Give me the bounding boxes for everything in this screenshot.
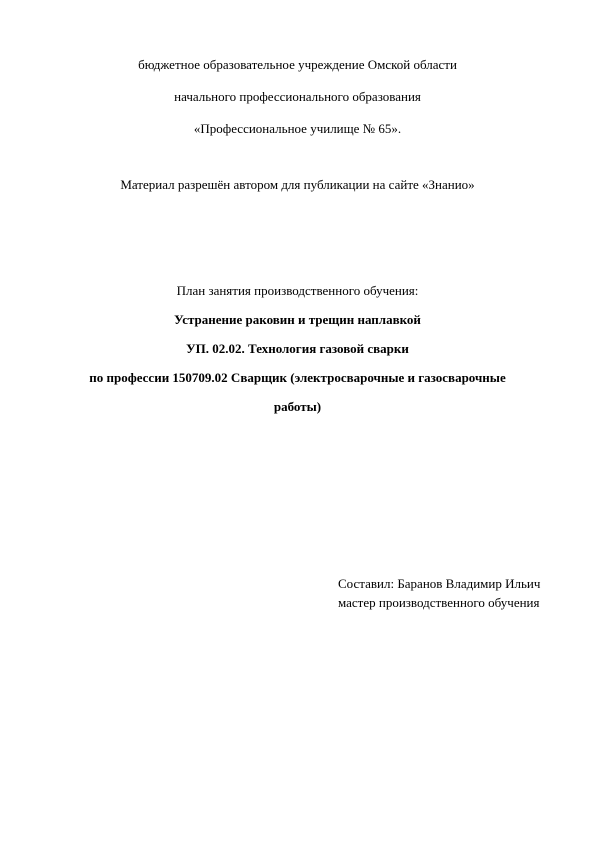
institution-line-3: «Профессиональное училище № 65». [193,121,402,136]
plan-profession-line-2: работы) [273,399,322,414]
plan-heading: План занятия производственного обучения: [176,283,419,298]
author-compiled-by: Составил: Баранов Владимир Ильич [338,576,541,591]
author-position: мастер производственного обучения [338,595,540,610]
institution-line-1: бюджетное образовательное учреждение Омской области [138,57,457,72]
plan-module: УП. 02.02. Технология газовой сварки [186,341,409,356]
institution-line-2: начального профессионального образования [174,89,421,104]
plan-topic: Устранение раковин и трещин наплавкой [174,312,421,327]
permission-note: Материал разрешён автором для публикации на сайте «Знанио» [120,177,475,192]
plan-profession-line-1: по профессии 150709.02 Сварщик (электросварочные и газосварочные [89,370,506,385]
